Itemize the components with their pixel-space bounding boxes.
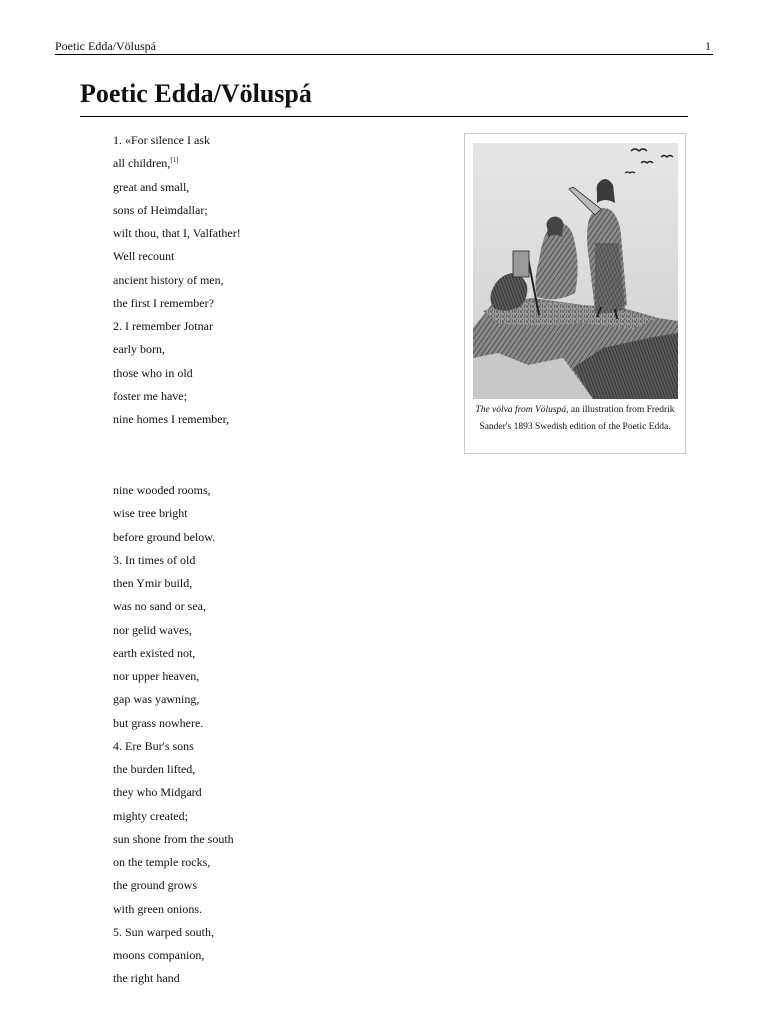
verse-line: wilt thou, that I, Valfather! bbox=[113, 226, 241, 240]
verse-line: ancient history of men, bbox=[113, 272, 224, 287]
verse-line: the burden lifted, bbox=[113, 762, 196, 776]
verse-line: 4. Ere Bur's sons bbox=[113, 738, 194, 753]
verse-line: foster me have; bbox=[113, 388, 187, 403]
verse-line: nine wooded rooms, bbox=[113, 483, 211, 497]
verse-line: but grass nowhere. bbox=[113, 715, 204, 730]
verse-line: nine homes I remember, bbox=[113, 412, 230, 426]
verse-line: early born, bbox=[113, 342, 165, 357]
verse-line: sons of Heimdallar; bbox=[113, 202, 208, 217]
verse-line: great and small, bbox=[113, 179, 190, 194]
verse-line: with green onions. bbox=[113, 901, 202, 916]
verse-line: wise tree bright bbox=[113, 506, 188, 521]
verse-line: nor upper heaven, bbox=[113, 669, 200, 683]
page-number: 1 bbox=[705, 39, 711, 53]
verse-line: 3. In times of old bbox=[113, 552, 196, 567]
verse-line: gap was yawning, bbox=[113, 692, 200, 707]
figure-box bbox=[464, 133, 686, 454]
verse-line: 2. I remember Jotnar bbox=[113, 319, 213, 333]
verse-line: earth existed not, bbox=[113, 645, 196, 660]
verse-line: was no sand or sea, bbox=[113, 599, 206, 614]
verse-line: Well recount bbox=[113, 249, 175, 264]
verse-line: 5. Sun warped south, bbox=[113, 924, 214, 939]
verse-line: 1. «For silence I ask bbox=[113, 133, 210, 147]
verse-line: nor gelid waves, bbox=[113, 622, 192, 637]
verse-line: the first I remember? bbox=[113, 295, 214, 310]
verse-line: then Ymir build, bbox=[113, 576, 193, 590]
figure-caption-text: , an illustration from Fredrik Sander's 1893 Swedish edition of the Poetic Edda. bbox=[479, 405, 675, 432]
verse-line: on the temple rocks, bbox=[113, 855, 211, 869]
verse-line: moons companion, bbox=[113, 948, 205, 962]
verse-line: the right hand bbox=[113, 971, 180, 986]
verse-line: those who in old bbox=[113, 365, 193, 380]
verse-line: mighty created; bbox=[113, 808, 188, 823]
running-header bbox=[55, 39, 713, 55]
verse-line: sun shone from the south bbox=[113, 831, 234, 846]
running-title: Poetic Edda/Völuspá bbox=[55, 39, 156, 53]
footnote-marker[interactable]: [1] bbox=[170, 156, 179, 165]
verse-line: the ground grows bbox=[113, 878, 197, 893]
verse-line: before ground below. bbox=[113, 529, 216, 544]
figure-caption bbox=[471, 402, 679, 436]
verse-line: they who Midgard bbox=[113, 785, 202, 800]
volva-illustration bbox=[473, 143, 678, 399]
figure-caption-title: The völva from Völuspá bbox=[475, 405, 567, 415]
verse-line: all children,[1] bbox=[113, 156, 179, 171]
page-title: Poetic Edda/Völuspá bbox=[80, 76, 688, 117]
